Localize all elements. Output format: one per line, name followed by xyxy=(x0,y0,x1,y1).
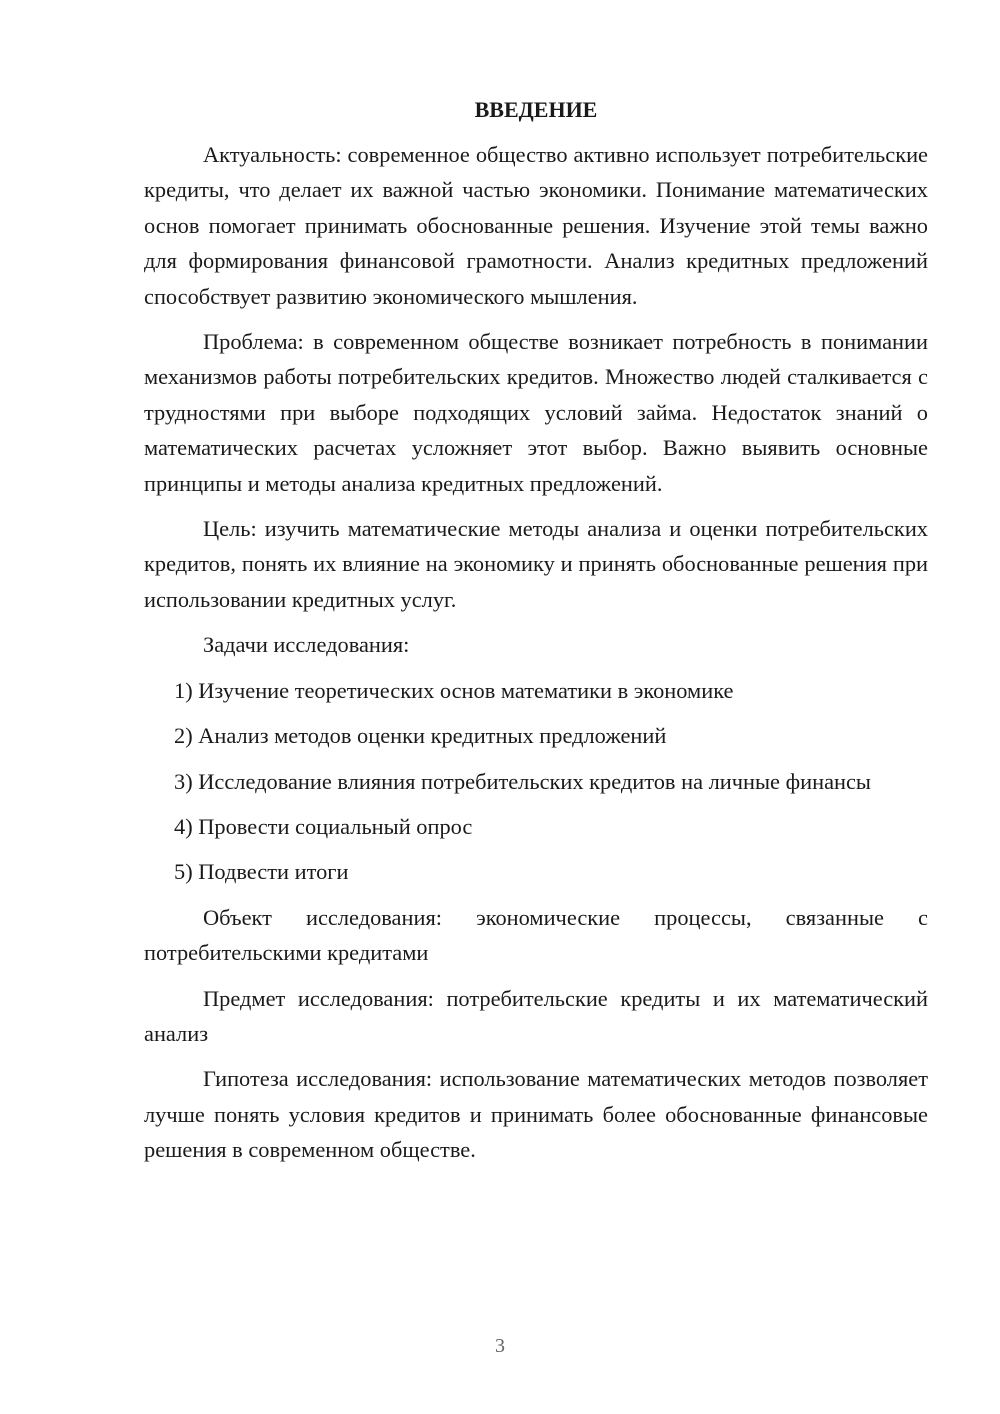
task-item: 3) Исследование влияния потребительских кредитов на личные финансы xyxy=(174,768,871,794)
tasks-title: Задачи исследования: xyxy=(203,632,410,658)
task-item: 1) Изучение теоретических основ математики в экономике xyxy=(174,677,734,703)
object-paragraph: Объект исследования: экономические процессы, связанные с потребительскими кредитами xyxy=(144,904,928,966)
subject-paragraph: Предмет исследования: потребительские кредиты и их математический анализ xyxy=(144,985,928,1046)
section-heading: ВВЕДЕНИЕ xyxy=(474,97,598,122)
goal-paragraph: Цель: изучить математические методы анализа и оценки потребительских кредитов, понять их влияние на экономику и принять обоснованные решения при использовании кредитных услуг. xyxy=(144,516,928,612)
task-item: 5) Подвести итоги xyxy=(174,859,349,885)
task-item: 4) Провести социальный опрос xyxy=(174,813,473,839)
page-number: 3 xyxy=(495,1335,505,1357)
hypothesis-paragraph: Гипотеза исследования: использование математических методов позволяет лучше понять условия кредитов и принимать более обоснованные финансовые решения в современном обществе. xyxy=(144,1066,928,1163)
relevance-paragraph: Актуальность: современное общество активно использует потребительские кредиты, что делает их важной частью экономики. Понимание математических основ помогает принимать обоснованные решения. Изучение этой темы важно для формирования финансовой грамотности. Анализ кредитных предложений способствует развитию экономического мышления. xyxy=(144,142,928,309)
problem-paragraph: Проблема: в современном обществе возникает потребность в понимании механизмов работы потребительских кредитов. Множество людей сталкивается с трудностями при выборе подходящих условий займа. Недостаток знаний о математических расчетах усложняет этот выбор. Важно выявить основные принципы и методы анализа кредитных предложений. xyxy=(144,329,928,496)
task-item: 2) Анализ методов оценки кредитных предложений xyxy=(174,723,667,749)
document-page xyxy=(144,92,928,1178)
